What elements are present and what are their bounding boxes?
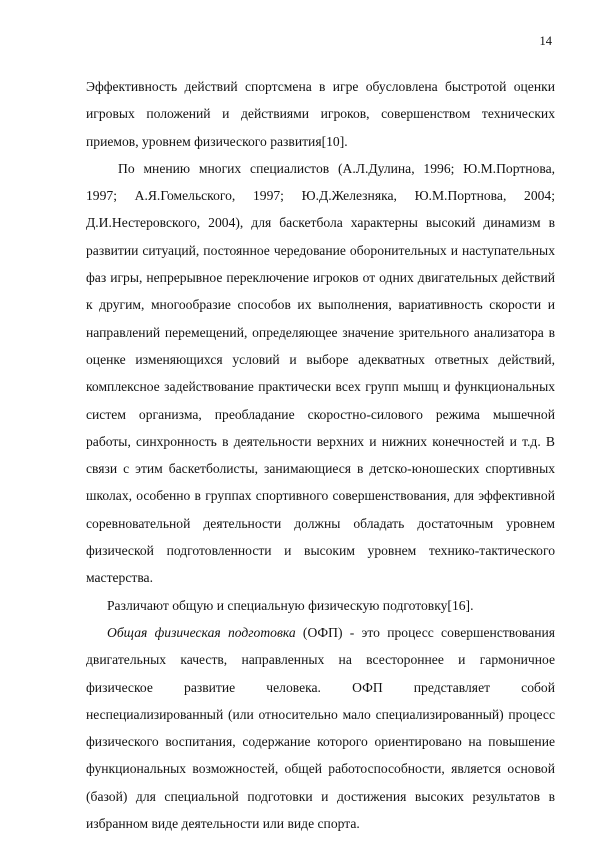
paragraph-training-types: Различают общую и специальную физическую подготовку[16]. [107,597,474,613]
document-body [86,73,555,837]
paragraph-general-training-text: (ОФП) - это процесс совершенствования двигательных качеств, направленных на всестороннее и гармоничное физическое развитие человека. ОФП представляет собой неспециализированный (или относительно мало специализированный) процесс физического воспитания, содержание которого ориентировано на повышение функциональных возможностей, общей работоспособности, является основой (базой) для специальной подготовки и достижения высоких результатов в избранном виде деятельности или виде спорта. [86,624,555,832]
paragraph-specialists-opinion: По мнению многих специалистов (А.Л.Дулина, 1996; Ю.М.Портнова, 1997; А.Я.Гомельского, 1997; Ю.Д.Железняка, Ю.М.Портнова, 2004; Д.И.Нестеровского, 2004), для баскетбола характерны высокий динамизм в развитии ситуаций, постоянное чередование оборонительных и наступательных фаз игры, непрерывное переключение игроков от одних двигательных действий к другим, многообразие способов их выполнения, вариативность скорости и направлений перемещений, определяющее значение зрительного анализатора в оценке изменяющихся условий и выборе адекватных ответных действий, комплексное задействование практически всех групп мышц и функциональных систем организма, преобладание скоростно-силового режима мышечной работы, синхронность в деятельности верхних и нижних конечностей и т.д. В связи с этим баскетболисты, занимающиеся в детско-юношеских спортивных школах, особенно в группах спортивного совершенствования, для эффективной соревновательной деятельности должны обладать достаточным уровнем физической подготовленности и высоким уровнем технико-тактического мастерства. [86,160,555,586]
paragraph-general-training [86,619,555,837]
page-number: 14 [539,34,552,48]
term-general-physical-training: Общая физическая подготовка [107,624,296,640]
paragraph-effectiveness: Эффективность действий спортсмена в игре обусловлена быстротой оценки игровых положений и действиями игроков, совершенством технических приемов, уровнем физического развития[10]. [86,79,555,149]
